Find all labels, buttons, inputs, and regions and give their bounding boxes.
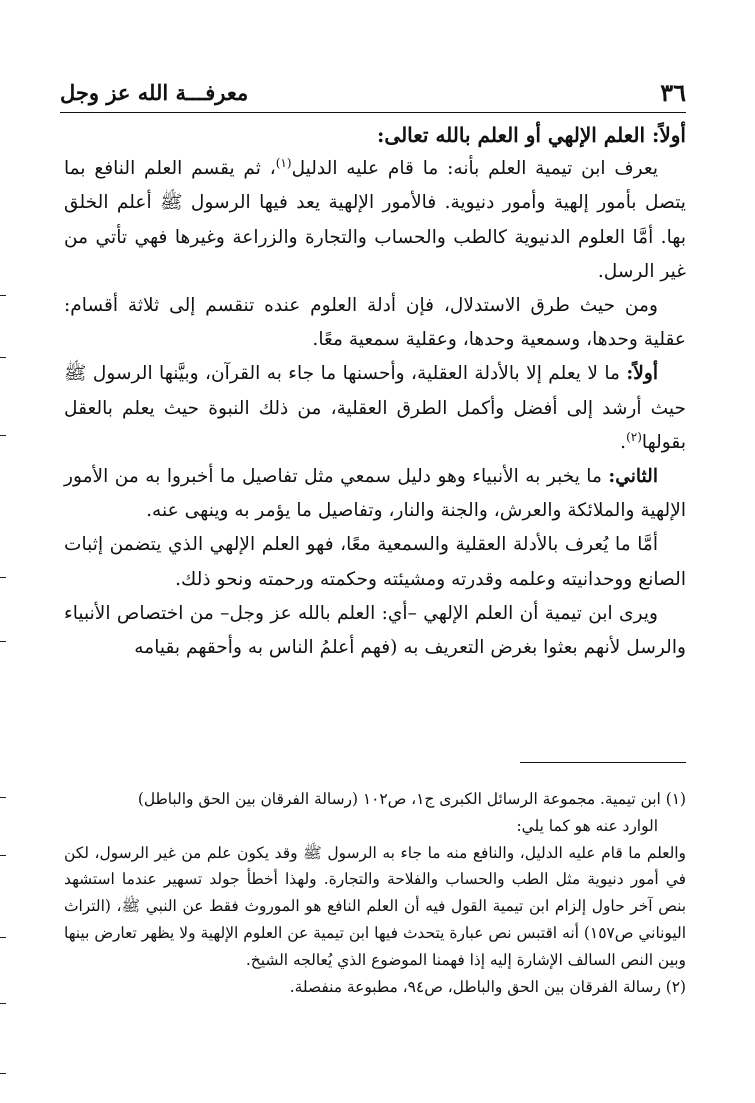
paragraph-1-part-b: ، ثم يقسم العلم النافع بما يتصل بأمور إلهية وأمور دنيوية. فالأمور الإلهية يعد فيها الرسول ﷺ أعلم الخلق بها. أمَّا العلوم الدنيوية كالطب والحساب والتجارة والزراعة وغيرها فهي تأتي من غير الرسل. [64, 158, 686, 282]
paragraph-4-text: ما يخبر به الأنبياء وهو دليل سمعي مثل تفاصيل ما أخبروا به من الأمور الإلهية والملائكة والعرش، والجنة والنار، وتفاصيل ما يؤمر به وينهى عنه. [64, 466, 686, 522]
margin-mark [0, 357, 6, 358]
paragraph-3-part-b: . [620, 431, 627, 453]
margin-mark [0, 797, 6, 798]
margin-mark [0, 1003, 6, 1004]
footnote-rule [520, 762, 686, 763]
footnote-1-line-1: (١) ابن تيمية. مجموعة الرسائل الكبرى ج١، ص١٠٢ (رسالة الفرقان بين الحق والباطل) [137, 790, 686, 808]
margin-mark [0, 641, 6, 642]
footnote-ref-1: (١) [275, 156, 292, 171]
footnote-1-body: والعلم ما قام عليه الدليل، والنافع منه ما جاء به الرسول ﷺ وقد يكون علم من غير الرسول، لكن في أمور دنيوية مثل الطب والحساب والفلاحة والتجارة. ولهذا أخطأ جولد تسهير عندما استشهد بنص آخر حاول إلزام ابن تيمية القول فيه أن العلم النافع هو الموروث فقط عن النبي ﷺ، (التراث اليوناني ص١٥٧) أنه اقتبس نص عبارة يتحدث فيها ابن تيمية عن العلوم الإلهية ولا يظهر تعارض بينها وبين النص السالف الإشارة إليه إذا فهمنا الموضوع الذي يُعالجه الشيخ. [64, 843, 686, 969]
paragraph-1 [64, 152, 686, 289]
running-title: معرفـــة الله عز وجل [60, 80, 249, 105]
section-heading: أولاً: العلم الإلهي أو العلم بالله تعالى: [377, 123, 686, 147]
margin-mark [0, 577, 6, 578]
margin-mark [0, 295, 6, 296]
margin-mark [0, 937, 6, 938]
main-text [64, 118, 686, 665]
paragraph-2: ومن حيث طرق الاستدلال، فإن أدلة العلوم عنده تنقسم إلى ثلاثة أقسام: عقلية وحدها، وسمعية وحدها، وعقلية سمعية معًا. [64, 295, 686, 351]
paragraph-3-part-a: ما لا يعلم إلا بالأدلة العقلية، وأحسنها ما جاء به القرآن، وبيَّنها الرسول ﷺ حيث أرشد إلى أفضل وأكمل الطرق العقلية، من ذلك النبوة حيث يعلم بالعقل بقولها [64, 363, 686, 453]
paragraph-4-lead: الثاني: [608, 466, 658, 488]
header-rule [60, 112, 686, 113]
paragraph-1-part-a: يعرف ابن تيمية العلم بأنه: ما قام عليه الدليل [291, 158, 659, 180]
paragraph-3 [64, 357, 686, 460]
paragraph-3-lead: أولاً: [626, 363, 658, 385]
footnotes [64, 786, 686, 1000]
paragraph-6: ويرى ابن تيمية أن العلم الإلهي –أي: العلم بالله عز وجل– من اختصاص الأنبياء والرسل لأنهم بعثوا بغرض التعريف به (فهم أعلمُ الناس به وأحقهم بقيامه [64, 602, 686, 659]
page-header [60, 78, 686, 114]
margin-mark [0, 855, 6, 856]
paragraph-4 [64, 460, 686, 528]
margin-mark [0, 435, 6, 436]
footnote-ref-2: (٢) [626, 429, 642, 444]
margin-mark [0, 1073, 6, 1074]
footnote-2: (٢) رسالة الفرقان بين الحق والباطل، ص٩٤، مطبوعة منفصلة. [289, 977, 686, 996]
page-number: ٣٦ [660, 78, 686, 107]
paragraph-5: أمَّا ما يُعرف بالأدلة العقلية والسمعية معًا، فهو العلم الإلهي الذي يتضمن إثبات الصانع ووحدانيته وعلمه وقدرته ومشيئته وحكمته ورحمته ونحو ذلك. [64, 534, 686, 590]
footnote-1-line-2: الوارد عنه هو كما يلي: [516, 816, 658, 835]
